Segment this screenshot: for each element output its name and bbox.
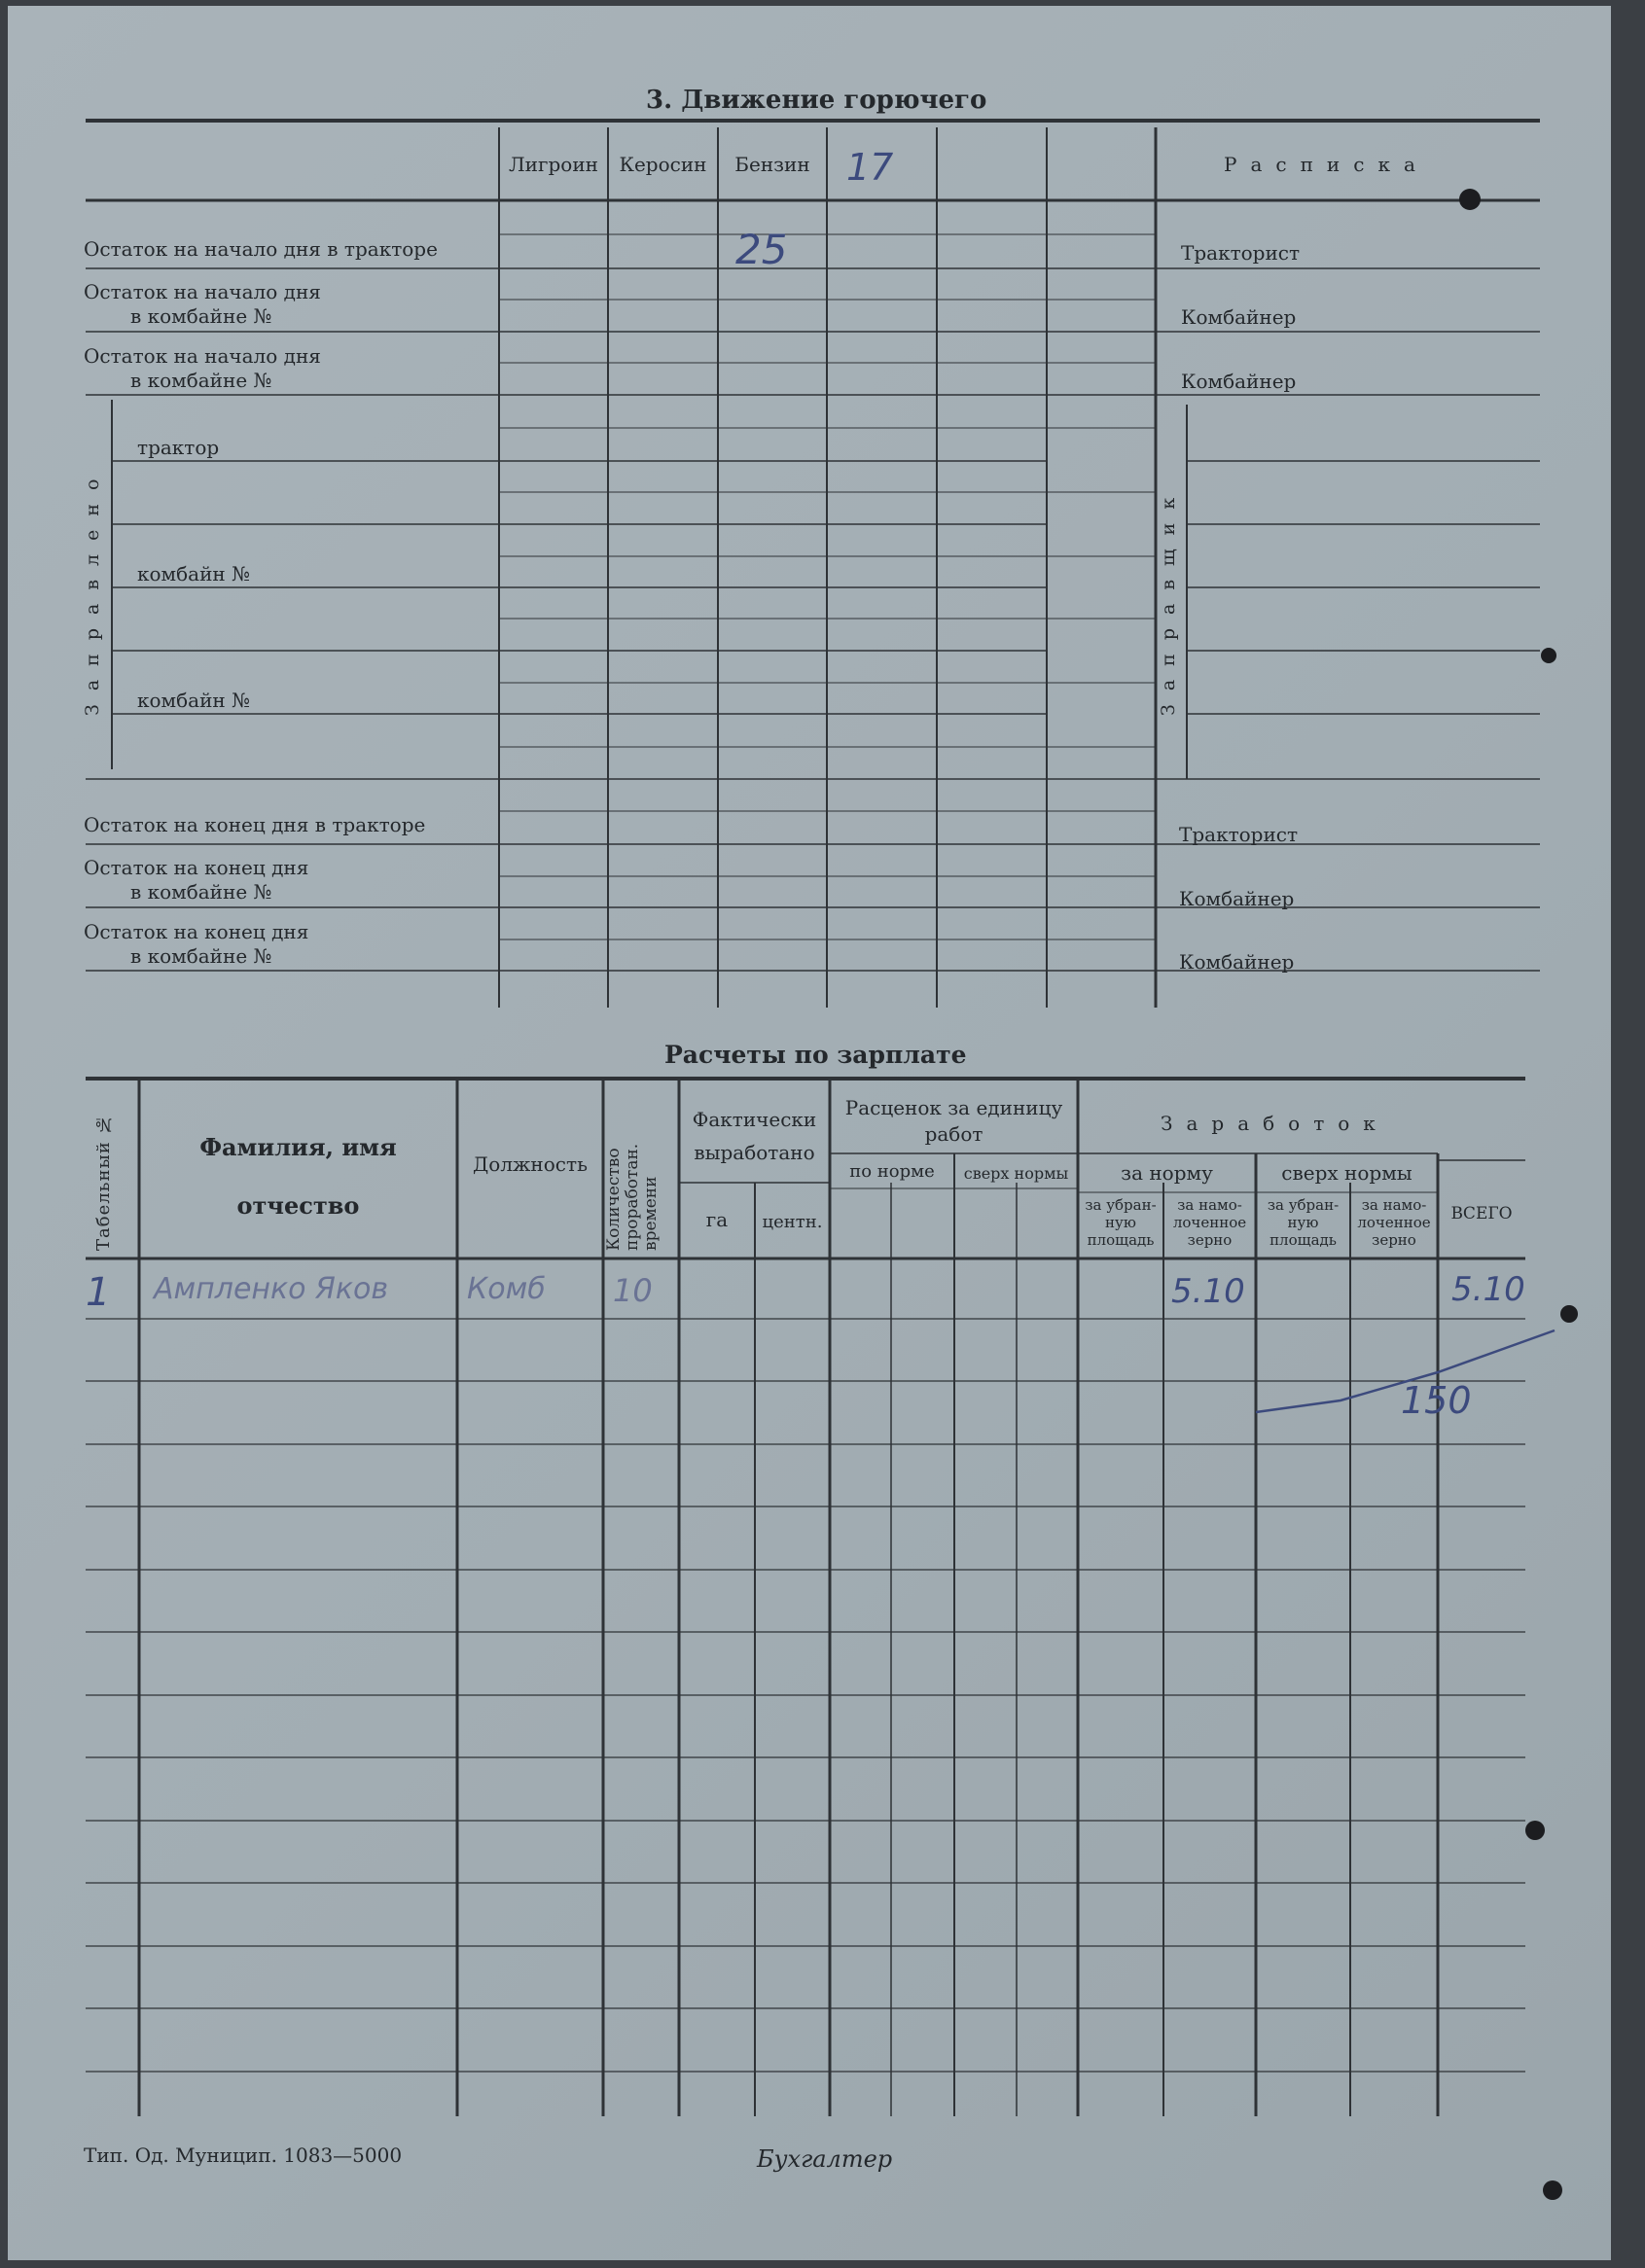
row-start-combine-2-line1: Остаток на начало дня bbox=[84, 344, 321, 368]
hdr-actual bbox=[679, 1103, 830, 1169]
filled-group-label: Заправлено bbox=[82, 465, 103, 716]
hdr-area-1-l1: за убран- bbox=[1085, 1196, 1157, 1214]
row-end-tractor: Остаток на конец дня в тракторе bbox=[84, 813, 426, 836]
hdr-area-2-l2: ную bbox=[1287, 1214, 1319, 1231]
printer-imprint: Тип. Од. Муницип. 1083—5000 bbox=[84, 2144, 403, 2167]
hdr-grain-2-l3: зерно bbox=[1372, 1231, 1416, 1249]
hdr-grain-1 bbox=[1163, 1196, 1256, 1249]
fuel-section-title: 3. Движение горючего bbox=[646, 86, 987, 115]
hdr-actual-line2: выработано bbox=[694, 1141, 815, 1164]
punch-hole bbox=[1459, 189, 1481, 210]
row-end-combine-2-line1: Остаток на конец дня bbox=[84, 920, 309, 943]
hdr-area-1-l3: площадь bbox=[1087, 1231, 1155, 1249]
hdr-grain-2-l2: лоченное bbox=[1357, 1214, 1431, 1231]
hdr-grain-1-l1: за намо- bbox=[1177, 1196, 1242, 1214]
signer-combiner-1: Комбайнер bbox=[1181, 305, 1297, 329]
hdr-ha: га bbox=[705, 1208, 729, 1231]
hdr-full-name bbox=[139, 1118, 457, 1235]
row1-total: 5.10 bbox=[1451, 1270, 1525, 1309]
hdr-rate-line1: Расценок за единицу bbox=[844, 1096, 1063, 1119]
col-ligroin: Лигроин bbox=[508, 153, 598, 176]
hdr-hours-line3: времени bbox=[641, 1176, 661, 1251]
hdr-position: Должность bbox=[473, 1152, 588, 1176]
row-filled-tractor: трактор bbox=[137, 436, 220, 459]
hdr-grain-1-l2: лоченное bbox=[1172, 1214, 1247, 1231]
receipt-header: Расписка bbox=[1224, 153, 1429, 176]
hdr-area-2-l1: за убран- bbox=[1267, 1196, 1340, 1214]
punch-hole bbox=[1525, 1821, 1545, 1840]
hdr-grain-2-l1: за намо- bbox=[1361, 1196, 1427, 1214]
hdr-area-2 bbox=[1256, 1196, 1350, 1249]
hdr-earnings-norm: за норму bbox=[1121, 1161, 1213, 1185]
row-end-combine-1-line1: Остаток на конец дня bbox=[84, 856, 309, 879]
accountant-label: Бухгалтер bbox=[757, 2145, 893, 2173]
row1-position: Комб bbox=[467, 1272, 546, 1306]
row1-name: Ампленко Яков bbox=[154, 1272, 389, 1306]
hdr-hours-line2: проработан. bbox=[623, 1143, 642, 1251]
row-filled-combine-2: комбайн № bbox=[137, 689, 251, 712]
hdr-over-norm: сверх нормы bbox=[963, 1164, 1069, 1183]
punch-hole bbox=[1560, 1305, 1578, 1323]
signer-tractorist-top: Тракторист bbox=[1181, 241, 1301, 265]
hdr-tab-number: Табельный № bbox=[93, 1113, 114, 1251]
row1-hours: 10 bbox=[613, 1272, 653, 1309]
hdr-area-1 bbox=[1078, 1196, 1163, 1249]
salary-section-title: Расчеты по зарплате bbox=[664, 1041, 967, 1069]
punch-hole bbox=[1541, 648, 1556, 663]
hdr-total: ВСЕГО bbox=[1450, 1204, 1513, 1223]
signer-combiner-4: Комбайнер bbox=[1179, 950, 1295, 974]
hdr-full-name-line2: отчество bbox=[236, 1191, 360, 1220]
hdr-rate bbox=[830, 1095, 1078, 1148]
row-start-combine-1-line2: в комбайне № bbox=[130, 304, 272, 328]
row-start-combine-1 bbox=[84, 280, 321, 329]
signer-combiner-3: Комбайнер bbox=[1179, 887, 1295, 910]
hdr-area-1-l2: ную bbox=[1105, 1214, 1136, 1231]
row1-tab-number: 1 bbox=[86, 1270, 111, 1315]
document-sheet bbox=[8, 6, 1611, 2260]
row-start-combine-1-line1: Остаток на начало дня bbox=[84, 280, 321, 303]
hdr-rate-line2: работ bbox=[924, 1122, 983, 1146]
hdr-by-norm: по норме bbox=[849, 1161, 935, 1182]
col-kerosene: Керосин bbox=[619, 153, 707, 176]
signer-refueler: Заправщик bbox=[1158, 483, 1179, 716]
hdr-earnings: Заработок bbox=[1161, 1112, 1389, 1135]
hdr-hours bbox=[605, 1105, 661, 1251]
handwritten-col4-header: 17 bbox=[846, 146, 894, 189]
row-start-combine-2 bbox=[84, 344, 321, 393]
hdr-earnings-over: сверх нормы bbox=[1281, 1161, 1413, 1185]
signer-tractorist-bottom: Тракторист bbox=[1179, 823, 1299, 846]
row-end-combine-1-line2: в комбайне № bbox=[130, 880, 272, 904]
row-end-combine-2 bbox=[84, 920, 308, 969]
signer-combiner-2: Комбайнер bbox=[1181, 370, 1297, 393]
hdr-grain-1-l3: зерно bbox=[1187, 1231, 1233, 1249]
punch-hole bbox=[1543, 2180, 1562, 2200]
col-benzin: Бензин bbox=[734, 153, 810, 176]
row-filled-combine-1: комбайн № bbox=[137, 562, 251, 585]
row1-grain-norm: 5.10 bbox=[1171, 1272, 1245, 1311]
hdr-actual-line1: Фактически bbox=[692, 1108, 817, 1131]
hdr-grain-2 bbox=[1350, 1196, 1438, 1249]
handwritten-scribble: 150 bbox=[1401, 1379, 1472, 1422]
row-end-combine-1 bbox=[84, 856, 308, 904]
handwritten-benzin-value: 25 bbox=[735, 226, 788, 273]
hdr-centn: центн. bbox=[762, 1212, 823, 1232]
hdr-full-name-line1: Фамилия, имя bbox=[199, 1133, 397, 1161]
hdr-area-2-l3: площадь bbox=[1270, 1231, 1337, 1249]
hdr-hours-line1: Количество bbox=[604, 1148, 624, 1251]
row-end-combine-2-line2: в комбайне № bbox=[130, 944, 272, 968]
row-start-combine-2-line2: в комбайне № bbox=[130, 369, 272, 392]
row-start-tractor: Остаток на начало дня в тракторе bbox=[84, 237, 438, 261]
